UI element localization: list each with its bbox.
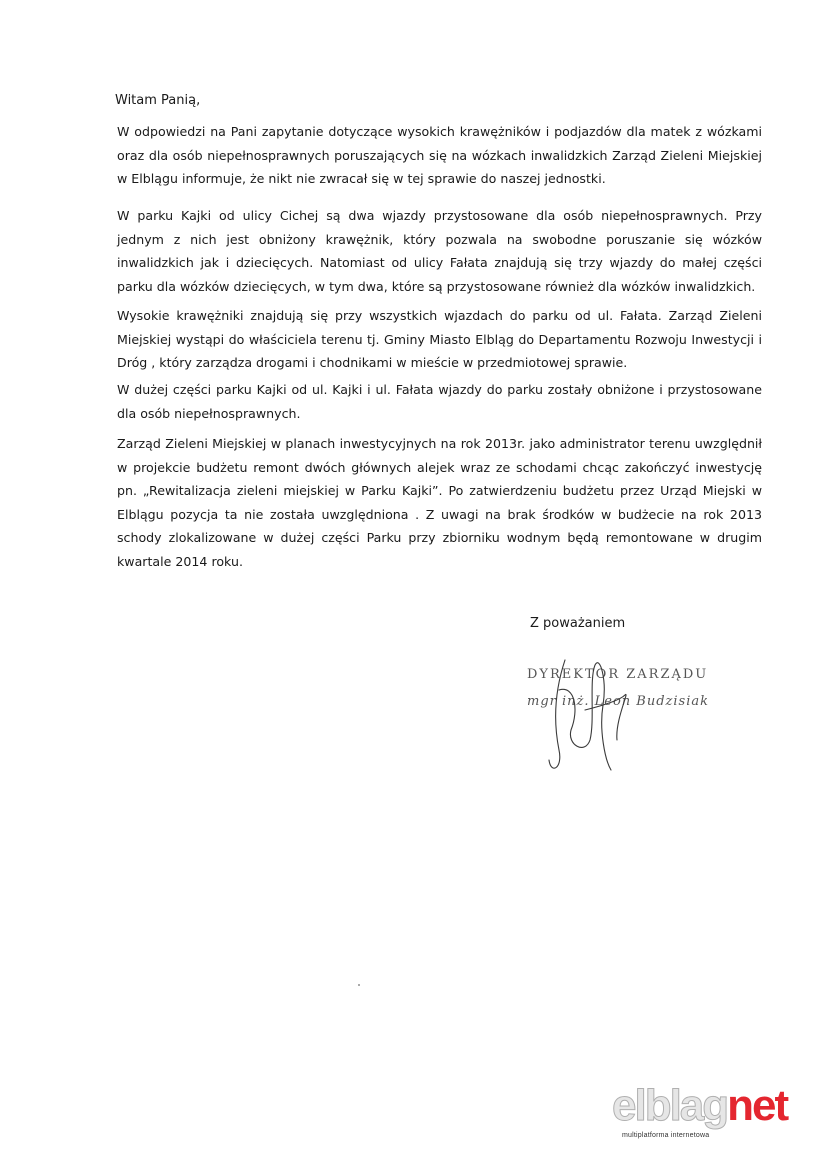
letter-paragraph-5: Zarząd Zieleni Miejskiej w planach inwestycyjnych na rok 2013r. jako administrator terenu uwzględnił w projekcie budżetu remont dwóch głównych alejek wraz ze schodami chcąc zakończyć inwestycję pn. „Rewitalizacja zieleni miejskiej w Parku Kajki”. Po zatwierdzeniu budżetu przez Urząd Miejski w Elblągu pozycja ta nie została uwzględniona . Z uwagi na brak środków w budżecie na rok 2013 schody zlokalizowane w dużej części Parku przy zbiorniku wodnym będą remontowane w drugim kwartale 2014 roku. xyxy=(117,436,762,569)
logo-text-net: net xyxy=(727,1081,788,1130)
stamp-name: mgr inż. Leon Budzisiak xyxy=(527,694,710,709)
letter-paragraph-4: W dużej części parku Kajki od ul. Kajki i ul. Fałata wjazdy do parku zostały obniżone i przystosowane dla osób niepełnosprawnych. xyxy=(117,382,762,421)
scan-speck xyxy=(358,984,360,986)
handwritten-signature xyxy=(545,650,655,780)
logo-tagline: multiplatforma internetowa xyxy=(622,1132,710,1139)
elblagnet-logo xyxy=(612,1082,812,1142)
letter-closing: Z poważaniem xyxy=(530,616,626,631)
letter-paragraph-3: Wysokie krawężniki znajdują się przy wszystkich wjazdach do parku od ul. Fałata. Zarząd Zieleni Miejskiej wystąpi do właściciela terenu tj. Gminy Miasto Elbląg do Departamentu Rozwoju Inwestycji i Dróg , który zarządza drogami i chodnikami w mieście w przedmiotowej sprawie. xyxy=(117,308,762,370)
letter-paragraph-1: W odpowiedzi na Pani zapytanie dotyczące wysokich krawężników i podjazdów dla matek z wózkami oraz dla osób niepełnosprawnych poruszających się na wózkach inwalidzkich Zarząd Zieleni Miejskiej w Elblągu informuje, że nikt nie zwracał się w tej sprawie do naszej jednostki. xyxy=(117,124,762,186)
letter-paragraph-2: W parku Kajki od ulicy Cichej są dwa wjazdy przystosowane dla osób niepełnosprawnych. Przy jednym z nich jest obniżony krawężnik, który pozwala na swobodne poruszanie się wózków inwalidzkich jak i dziecięcych. Natomiast od ulicy Fałata znajdują się trzy wjazdy do małej części parku dla wózków dziecięcych, w tym dwa, które są przystosowane również dla wózków inwalidzkich. xyxy=(117,208,762,294)
stamp-title: DYREKTOR ZARZĄDU xyxy=(527,667,709,682)
logo-text-elblag: elblag xyxy=(612,1081,728,1130)
letter-greeting: Witam Panią, xyxy=(115,93,201,108)
